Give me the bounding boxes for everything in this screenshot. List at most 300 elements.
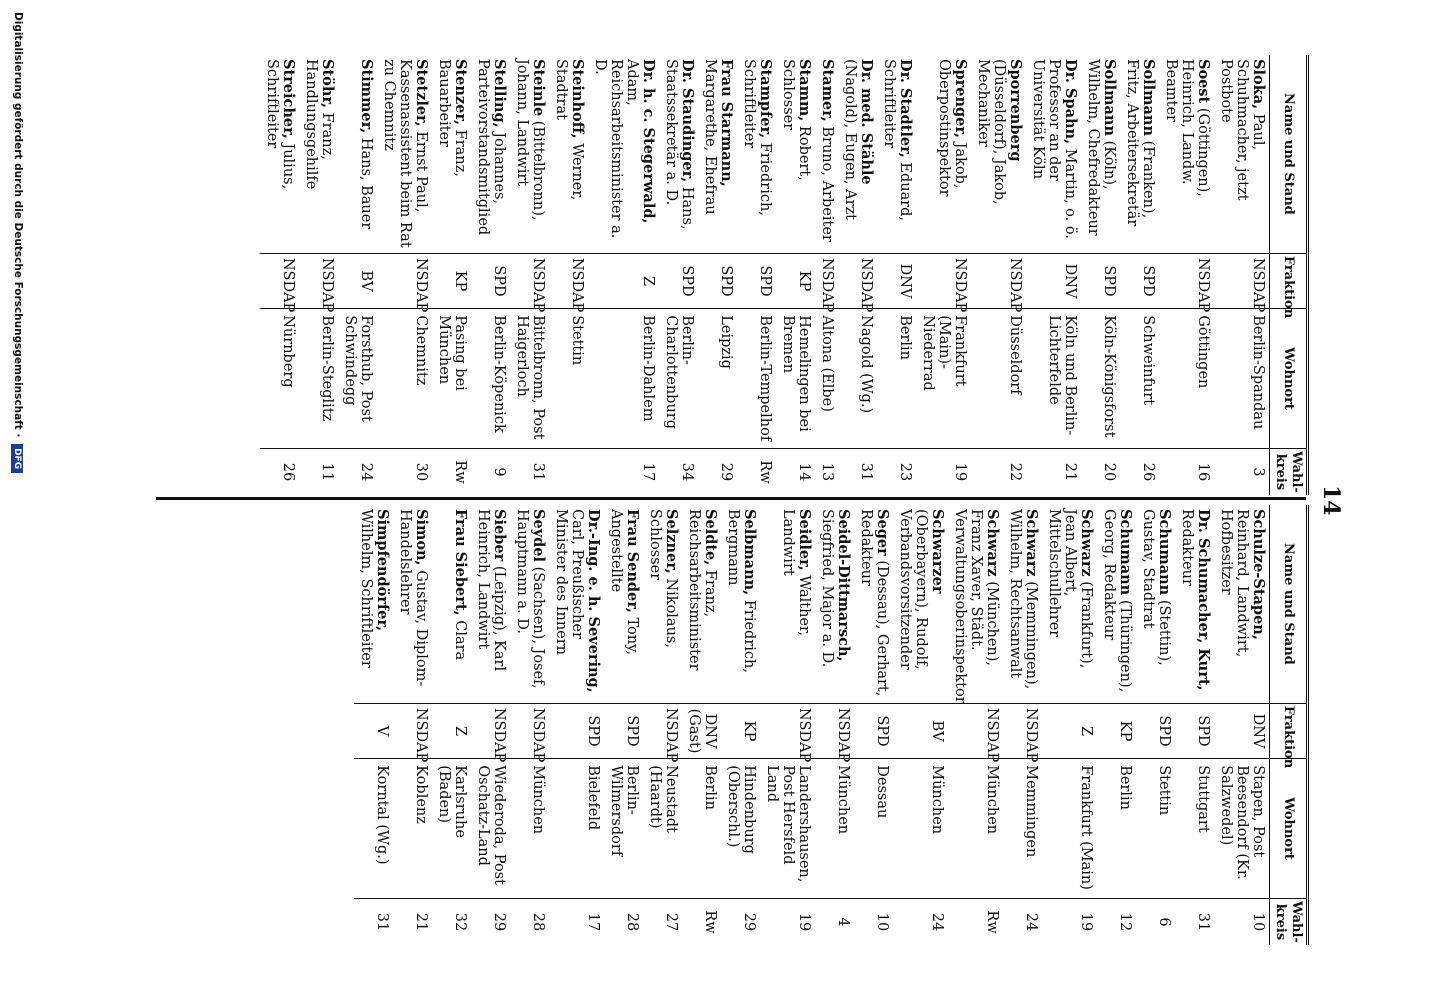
member-wohnort: Nagold (Wg.) [838,309,877,449]
table-row [659,55,698,495]
member-occupation: (Nagold), Eugen, Arzt [842,59,858,221]
member-fraktion: SPD [604,703,643,758]
member-fraktion: Z [588,253,659,308]
member-name-cell [698,55,737,253]
table-row [354,505,393,945]
member-name-cell [815,505,854,703]
member-occupation: (Sachsen), Josef, Hauptmann a. D. [514,509,546,689]
member-wahlkreis: 10 [854,899,893,946]
member-fraktion: NSDAP [471,703,510,758]
header-name: Name und Stand [1270,505,1308,703]
member-name: Sollmann [1101,59,1118,136]
member-wahlkreis: 26 [260,449,299,496]
member-wahlkreis: 3 [1214,449,1270,496]
member-fraktion: KP [432,253,471,308]
member-name-cell [549,505,604,703]
member-name-cell [877,55,916,253]
member-name-cell [377,55,432,253]
member-name: Selbmann, [741,509,758,596]
member-name-cell [549,55,588,253]
member-wahlkreis: 10 [1214,899,1270,946]
member-name-cell [471,55,510,253]
member-wahlkreis: 11 [299,449,338,496]
member-wohnort: Berlin-Köpenick [471,309,510,449]
member-wahlkreis: 20 [1081,449,1120,496]
member-name: Stamm, [796,59,813,122]
member-name-cell [1120,55,1159,253]
member-wohnort: Hindenburg (Oberschl.) [721,759,760,899]
member-name-cell [1081,55,1120,253]
table-row [1026,55,1081,495]
member-occupation: Redakteur [1179,509,1195,586]
member-name: Seydel [530,509,547,562]
member-occupation: Bruno, Arbeiter [819,126,835,242]
member-name-cell [1026,55,1081,253]
member-wohnort: Hemelingen bei Bremen [776,309,815,449]
member-name-cell [299,55,338,253]
member-wohnort: Memmingen [1003,759,1042,899]
member-wohnort: München [815,759,854,899]
member-name-cell [760,505,815,703]
member-fraktion: NSDAP [948,703,1003,758]
member-wahlkreis: 19 [1042,899,1097,946]
member-wahlkreis: 24 [893,899,948,946]
table-row [1042,505,1097,945]
table-row [1159,55,1214,495]
header-wahlkreis: Wahl-kreis [1270,449,1308,496]
member-name: Schwarzer [929,509,946,594]
member-wohnort: München [948,759,1003,899]
member-name: Stimmer, [358,59,375,134]
member-fraktion: SPD [1081,253,1120,308]
member-wahlkreis: 17 [549,899,604,946]
member-name-cell [1136,505,1175,703]
member-fraktion: NSDAP [1159,253,1214,308]
member-wahlkreis: 30 [377,449,432,496]
member-wohnort: Nürnberg [260,309,299,449]
table-row [971,55,1026,495]
member-wohnort: Düsseldorf [971,309,1026,449]
table-row [393,505,432,945]
member-wohnort: Köln und Berlin-Lichterfelde [1026,309,1081,449]
member-wahlkreis: 21 [1026,449,1081,496]
member-fraktion: NSDAP [760,703,815,758]
member-name-cell [510,55,549,253]
table-row [377,55,432,495]
member-wahlkreis: 29 [721,899,760,946]
member-name: Schwarz [1023,509,1040,577]
member-wohnort: Berlin-Tempelhof [737,309,776,449]
header-fraktion: Fraktion [1270,253,1308,308]
member-wohnort: Neustadt (Haardt) [643,759,682,899]
dfg-logo: DFG [11,444,23,473]
table-row [854,505,893,945]
member-occupation: Martin, o. ö. Professor an der Universität Köln [1030,59,1078,239]
member-occupation: Friedrich, Schriftleiter [741,59,773,216]
member-wahlkreis: 27 [643,899,682,946]
member-name-cell [971,55,1026,253]
member-fraktion: NSDAP [815,703,854,758]
member-name: Stetzler, [413,59,430,127]
table-row [1120,55,1159,495]
member-name: Steinhoff, [569,59,586,139]
table-row [471,505,510,945]
table-row [510,55,549,495]
member-wohnort: München [510,759,549,899]
member-fraktion: NSDAP [838,253,877,308]
member-wahlkreis [549,449,588,496]
member-wahlkreis: 17 [588,449,659,496]
member-name-cell [604,505,643,703]
member-occupation: Werner, Stadtrat [553,59,585,201]
member-fraktion: KP [1097,703,1136,758]
member-name: Sollmann [1140,59,1157,136]
member-fraktion: NSDAP [299,253,338,308]
member-occupation: (Oberbayern), Rudolf, Verbandsvorsitzender [897,509,929,670]
member-fraktion: Z [1042,703,1097,758]
member-wahlkreis: 19 [916,449,971,496]
table-row [893,505,948,945]
member-wahlkreis: 4 [815,899,854,946]
member-wohnort: Landershausen, Post Hersfeld Land [760,759,815,899]
member-wohnort: Frankfurt (Main)-Niederrad [916,309,971,449]
table-row [549,505,604,945]
member-name-cell [815,55,838,253]
member-wahlkreis: 32 [432,899,471,946]
member-name: Frau Siebert, [452,509,469,616]
table-row [776,55,815,495]
member-name: Schumann [1156,509,1173,596]
table-row [432,55,471,495]
member-occupation: (Memmingen), Wilhelm, Rechtsanwalt [1007,509,1039,690]
member-fraktion: SPD [698,253,737,308]
member-wahlkreis: 24 [1003,899,1042,946]
member-name-cell [432,505,471,703]
member-wohnort: Wiederoda, Post Oschatz-Land [471,759,510,899]
table-row [338,55,377,495]
member-name: Dr. h. c. Stegerwald, [640,59,657,224]
member-wohnort: Berlin [682,759,721,899]
member-wohnort: Dessau [854,759,893,899]
table-row [815,55,838,495]
member-occupation: Walther, Landwirt [780,509,812,636]
member-fraktion: NSDAP [971,253,1026,308]
member-fraktion: SPD [1175,703,1214,758]
member-name: Stelling, [491,59,508,128]
member-occupation: Franz, Reichsarbeitsminister [686,509,718,671]
member-name: Stöhr, [319,59,336,109]
member-name-cell [588,55,659,253]
member-wahlkreis: 31 [1175,899,1214,946]
member-fraktion: Z [432,703,471,758]
member-occupation: (Frankfurt), Jean Albert, Mittelschullehrer [1046,509,1094,669]
member-name: Dr.-Ing. e. h. Severing, [585,509,602,693]
member-occupation: Tony, Angestellte [608,509,640,656]
member-name: Seger [874,509,891,556]
member-wahlkreis: 14 [776,449,815,496]
member-name-cell [916,55,971,253]
member-name: Schwarz [1078,509,1095,577]
member-fraktion: SPD [737,253,776,308]
table-row [682,505,721,945]
member-wahlkreis: 16 [1159,449,1214,496]
member-name-cell [1042,505,1097,703]
member-wohnort: Stettin [1136,759,1175,899]
table-row [815,505,854,945]
member-wohnort: Chemnitz [377,309,432,449]
member-name: Dr. Schumacher, Kurt, [1195,509,1212,691]
member-occupation: (Köln), Wilhelm, Chefredakteur [1085,59,1117,236]
member-occupation: Franz, Bauarbeiter [436,59,468,177]
member-wahlkreis: 12 [1097,899,1136,946]
member-name: Simon, [413,509,430,566]
member-wahlkreis: Rw [432,449,471,496]
member-wohnort: Göttingen [1159,309,1214,449]
member-occupation: Ernst Paul, Kassenassistent beim Rat zu Chemnitz [381,59,429,248]
member-wohnort: Leipzig [698,309,737,449]
member-name-cell [510,505,549,703]
member-name-cell [1003,505,1042,703]
member-wohnort: Stettin [549,309,588,449]
member-name: Schumann [1117,509,1134,596]
member-occupation: Nikolaus, Schlosser [647,509,679,648]
member-fraktion: V [354,703,393,758]
member-name-cell [1159,55,1214,253]
member-wohnort: Schweinfurt [1120,309,1159,449]
member-wohnort: Frankfurt (Main) [1042,759,1097,899]
member-fraktion: BV [338,253,377,308]
member-occupation: Carl, Preußischer Minister des Innern [553,509,585,656]
member-fraktion: SPD [471,253,510,308]
member-name-cell [721,505,760,703]
header-wohnort: Wohnort [1270,759,1308,899]
member-name-cell [393,505,432,703]
table-header-row [1270,505,1308,945]
table-row [760,505,815,945]
member-fraktion: NSDAP [1214,253,1270,308]
member-wahlkreis: 19 [760,899,815,946]
member-fraktion: NSDAP [510,703,549,758]
table-row [877,55,916,495]
member-occupation: (Dessau), Gerhart, Redakteur [858,509,890,697]
member-fraktion: NSDAP [643,703,682,758]
member-wohnort: Bielefeld [549,759,604,899]
member-name-cell [432,55,471,253]
member-name: Steinle [530,59,547,117]
member-wohnort: Berlin-Spandau [1214,309,1270,449]
table-header-row [1270,55,1308,495]
member-occupation: (München), Franz Xaver, Städt. Verwaltungsoberinspektor [952,509,1000,704]
member-wohnort: Berlin-Charlottenburg [659,309,698,449]
table-row [1097,505,1136,945]
table-row [643,505,682,945]
member-fraktion: DNV [1026,253,1081,308]
header-name: Name und Stand [1270,55,1308,253]
member-wohnort: Pasing bei München [432,309,471,449]
member-name-cell [1214,55,1270,253]
member-occupation: Robert, Schlosser [780,59,812,181]
member-name-cell [1097,505,1136,703]
member-name-cell [854,505,893,703]
column-divider [156,497,1306,500]
member-name-cell [682,505,721,703]
member-occupation: Hans, Bauer [358,137,374,230]
member-wahlkreis: 23 [877,449,916,496]
member-name: Schulze-Stapen, [1250,509,1267,640]
member-fraktion: NSDAP [815,253,838,308]
member-occupation: Hans, Staatssekretär a. D. [663,59,695,230]
member-wahlkreis: 29 [698,449,737,496]
member-name: Dr. Staudinger, [679,59,696,183]
member-wohnort: Stapen, Post Beesendorf (Kr. Salzwedel) [1214,759,1270,899]
table-row [432,505,471,945]
member-fraktion: NSDAP [1003,703,1042,758]
member-fraktion: NSDAP [260,253,299,308]
member-fraktion: NSDAP [549,253,588,308]
member-wahlkreis: 13 [815,449,838,496]
member-name: Streicher, [280,59,297,139]
member-fraktion: SPD [549,703,604,758]
member-fraktion: SPD [659,253,698,308]
table-row [549,55,588,495]
member-name-cell [737,55,776,253]
member-wahlkreis: 28 [510,899,549,946]
member-wahlkreis: 21 [393,899,432,946]
member-wohnort: Berlin-Dahlem [588,309,659,449]
member-wohnort: Berlin [1097,759,1136,899]
header-wahlkreis: Wahl-kreis [1270,899,1308,946]
member-fraktion: NSDAP [393,703,432,758]
member-occupation: (Göttingen), Heinrich, Landw. Beamter [1163,59,1211,197]
member-fraktion: DNV [877,253,916,308]
member-name-cell [338,55,377,253]
table-row [1175,505,1214,945]
member-occupation: Reinhard, Landwirt, Hofbesitzer [1218,509,1250,658]
member-wahlkreis: 28 [604,899,643,946]
member-occupation: Eduard, Schriftleiter [881,59,913,222]
member-wahlkreis: 24 [338,449,377,496]
member-name-cell [1214,505,1270,703]
member-wahlkreis: 31 [354,899,393,946]
table-row [698,55,737,495]
member-wahlkreis: 22 [971,449,1026,496]
table-row [916,55,971,495]
table-row [299,55,338,495]
member-fraktion: DNV (Gast) [682,703,721,758]
member-wahlkreis: Rw [737,449,776,496]
member-fraktion: KP [776,253,815,308]
member-wohnort: Koblenz [393,759,432,899]
member-name: Seldte, [702,509,719,566]
table-row [1136,505,1175,945]
member-name: Stampfer, [757,59,774,139]
member-wahlkreis: 34 [659,449,698,496]
members-table-left [169,505,1309,945]
member-fraktion: SPD [1136,703,1175,758]
member-wahlkreis: 31 [838,449,877,496]
member-name: Sprenger, [952,59,969,139]
member-name: Sporrenberg [1007,59,1024,162]
member-occupation: (Thüringen), Georg, Redakteur [1101,509,1133,693]
member-occupation: (Düsseldorf), Jakob, Mechaniker [975,59,1007,205]
member-wahlkreis: 31 [510,449,549,496]
member-name-cell [471,505,510,703]
member-fraktion: KP [721,703,760,758]
table-row [1003,505,1042,945]
table-row [948,505,1003,945]
member-name-cell [776,55,815,253]
member-wahlkreis: 6 [1136,899,1175,946]
member-wohnort: Berlin-Steglitz [299,309,338,449]
member-name-cell [643,505,682,703]
member-wohnort: Korntal (Wg.) [354,759,393,899]
member-fraktion: NSDAP [916,253,971,308]
member-name: Sloka, [1250,59,1267,110]
member-wahlkreis: Rw [948,899,1003,946]
member-fraktion: SPD [1120,253,1159,308]
member-occupation: Paul, Schuhmacher, jetzt Postbote [1218,59,1266,201]
table-row [588,55,659,495]
member-name: Seidler, [796,509,813,571]
member-name: Stenzer, [452,59,469,126]
member-name: Dr. med. Stähle [858,59,875,185]
member-occupation: Gustav, Diplom-Handelslehrer [397,509,429,687]
table-row [260,55,299,495]
member-name-cell [354,505,393,703]
member-wohnort: Altona (Elbe) [815,309,838,449]
table-row [1214,55,1270,495]
members-table-right [169,55,1309,495]
member-occupation: Jakob, Oberpostinspektor [936,59,968,197]
member-name-cell [838,55,877,253]
member-occupation: Siegfried, Major a. D. [819,509,835,668]
member-wohnort: Bittelbronn, Post Haigerloch [510,309,549,449]
member-name: Stamer, [819,59,836,122]
member-name: Dr. Stadtler, [897,59,914,158]
table-row [510,505,549,945]
table-row [604,505,643,945]
member-fraktion: NSDAP [377,253,432,308]
header-fraktion: Fraktion [1270,703,1308,758]
member-occupation: (Franken), Fritz, Arbeitersekretär [1124,59,1156,227]
member-name: Sieber [491,509,508,562]
member-occupation: (Leipzig), Karl Heinrich, Landwirt [475,509,507,672]
digitization-note [11,12,24,1002]
member-wahlkreis: 26 [1120,449,1159,496]
member-name: Simpfendörfer, [374,509,391,632]
member-wohnort: Berlin-Wilmersdorf [604,759,643,899]
member-occupation: Clara [452,620,468,661]
header-wohnort: Wohnort [1270,309,1308,449]
member-name-cell [1175,505,1214,703]
table-row [1214,505,1270,945]
member-wahlkreis: Rw [682,899,721,946]
member-fraktion: BV [893,703,948,758]
member-name-cell [893,505,948,703]
member-name: Seidel-Dittmarsch, [835,509,852,662]
member-occupation: (Stettin), Gustav, Stadtrat [1140,509,1172,666]
member-wohnort: Stuttgart [1175,759,1214,899]
member-fraktion: SPD [854,703,893,758]
member-name-cell [948,505,1003,703]
member-occupation: (Bittelbronn), Johann, Landwirt [514,59,546,221]
member-wohnort: München [893,759,948,899]
member-name: Frau Sender, [624,509,641,613]
member-wohnort: Köln-Königsforst [1081,309,1120,449]
member-occupation: Friedrich, Bergmann [725,509,757,673]
member-name: Frau Starmann, [718,59,735,187]
member-wohnort: Forsthub, Post Schwindegg [338,309,377,449]
